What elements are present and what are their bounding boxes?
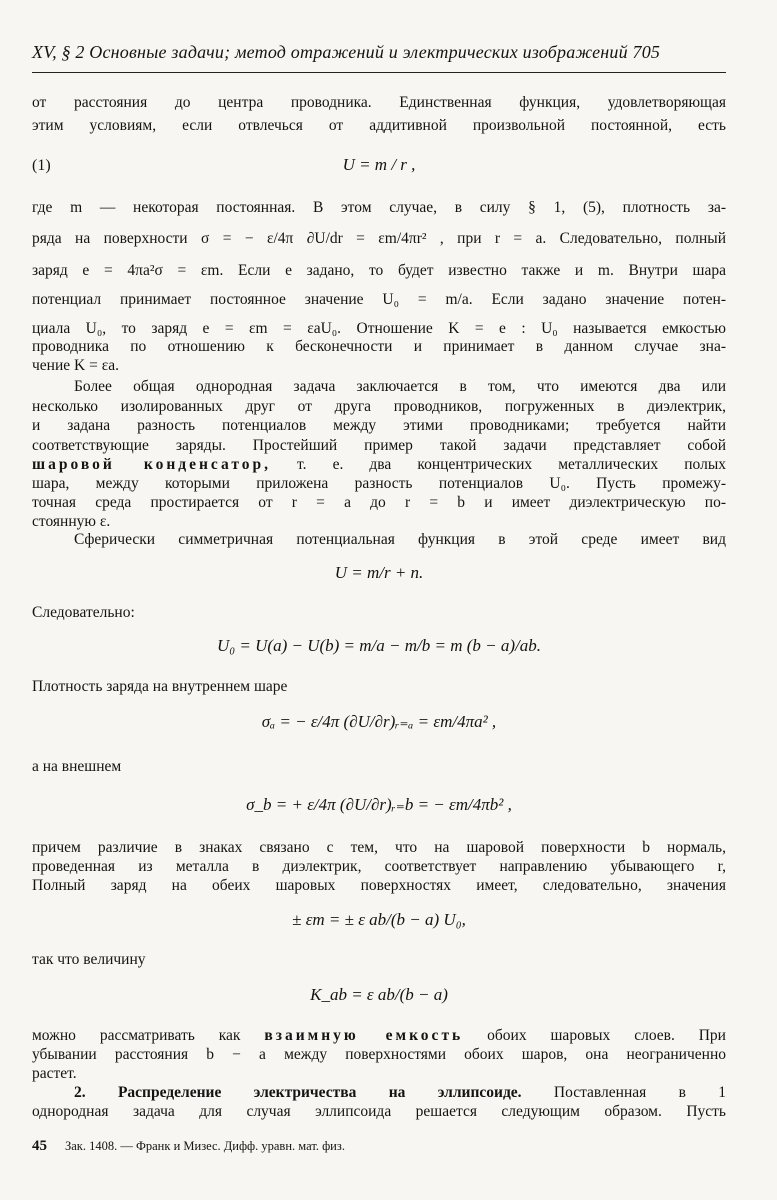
text-line: несколько изолированных друг от друга проводников, погруженных в диэлектрик, <box>32 398 726 415</box>
text-line: где m — некоторая постоянная. В этом случае, в силу § 1, (5), плотность за- <box>32 199 726 216</box>
term-spherical-capacitor: шаровой конденсатор, <box>32 456 271 473</box>
text-line: потенциал принимает постоянное значение U₀ = m/a. Если задано значение потен- <box>32 291 726 308</box>
text-line: причем различие в знаках связано с тем, что на шаровой поверхности b нормаль, <box>32 839 726 856</box>
text-line: циала U₀, то заряд e = εm = εaU₀. Отношение K = e : U₀ называется емкостью <box>32 320 726 337</box>
text-line: от расстояния до центра проводника. Единственная функция, удовлетворяющая <box>32 94 726 111</box>
text-line: Следовательно: <box>32 604 135 621</box>
text-line: стоянную ε. <box>32 513 111 530</box>
text-line: этим условиям, если отвлечься от аддитивной произвольной постоянной, есть <box>32 117 726 134</box>
text-line: а на внешнем <box>32 758 122 775</box>
text-line: проведенная из металла в диэлектрик, соответствует направлению убывающего r, <box>32 858 726 875</box>
text-line: шара, между которыми приложена разность потенциалов U₀. Пусть промежу- <box>32 475 726 492</box>
text-line: заряд e = 4πa²σ = εm. Если e задано, то будет известно также и m. Внутри шара <box>32 262 726 279</box>
signature-mark: 45 <box>32 1138 47 1154</box>
printer-footer <box>32 1138 726 1155</box>
text-line: Плотность заряда на внутреннем шаре <box>32 678 288 695</box>
text-line: однородная задача для случая эллипсоида решается следующим образом. Пусть <box>32 1103 726 1120</box>
term-mutual-capacitance: взаимную емкость <box>264 1027 464 1044</box>
equation-1: U = m / r , <box>342 155 416 174</box>
text-line: Полный заряд на обеих шаровых поверхностях имеет, следовательно, значения <box>32 877 726 894</box>
text-line: и задана разность потенциалов между этими проводниками; требуется найти <box>32 417 726 434</box>
text-line: Сферически симметричная потенциальная функция в этой среде имеет вид <box>74 531 726 548</box>
text-line: соответствующие заряды. Простейший пример такой задачи представляет собой <box>32 437 726 454</box>
text-line: так что величину <box>32 951 146 968</box>
equation-5: σ_b = + ε/4π (∂U/∂r)ᵣ₌b = − εm/4πb² , <box>246 795 512 814</box>
footer-text: Зак. 1408. — Франк и Мизес. Дифф. уравн. мат. физ. <box>65 1139 345 1153</box>
text-line: шаровой конденсатор, т. е. два концентрических металлических полых <box>32 456 726 473</box>
text-line: убывании расстояния b − a между поверхностями обоих шаров, она неограниченно <box>32 1046 726 1063</box>
equation-7: K_ab = ε ab/(b − a) <box>310 985 448 1004</box>
section-heading: 2. Распределение электричества на эллипсоиде. <box>74 1084 522 1101</box>
text-line: проводника по отношению к бесконечности и принимает в данном случае зна- <box>32 338 726 355</box>
equation-3: U₀ = U(a) − U(b) = m/a − m/b = m (b − a)/ab. <box>216 636 542 655</box>
text-line: можно рассматривать как взаимную емкость обоих шаровых слоев. При <box>32 1027 726 1044</box>
equation-number: (1) <box>32 157 51 174</box>
header-rule <box>32 72 726 73</box>
text-line: растет. <box>32 1065 77 1082</box>
running-header: XV, § 2 Основные задачи; метод отражений и электрических изображений 705 <box>32 42 661 62</box>
equation-6: ± εm = ± ε ab/(b − a) U₀, <box>292 910 466 929</box>
text-line: чение K = εa. <box>32 357 119 374</box>
equation-2: U = m/r + n. <box>334 563 424 582</box>
text-line: точная среда простирается от r = a до r = b и имеет диэлектрическую по- <box>32 494 726 511</box>
equation-4: σₐ = − ε/4π (∂U/∂r)ᵣ₌ₐ = εm/4πa² , <box>261 712 497 731</box>
text-line: ряда на поверхности σ = − ε/4π ∂U/dr = εm/4πr² , при r = a. Следовательно, полный <box>32 230 726 247</box>
text-line: 2. Распределение электричества на эллипсоиде. Поставленная в 1 <box>74 1084 726 1101</box>
text-line: Более общая однородная задача заключается в том, что имеются два или <box>74 378 726 395</box>
